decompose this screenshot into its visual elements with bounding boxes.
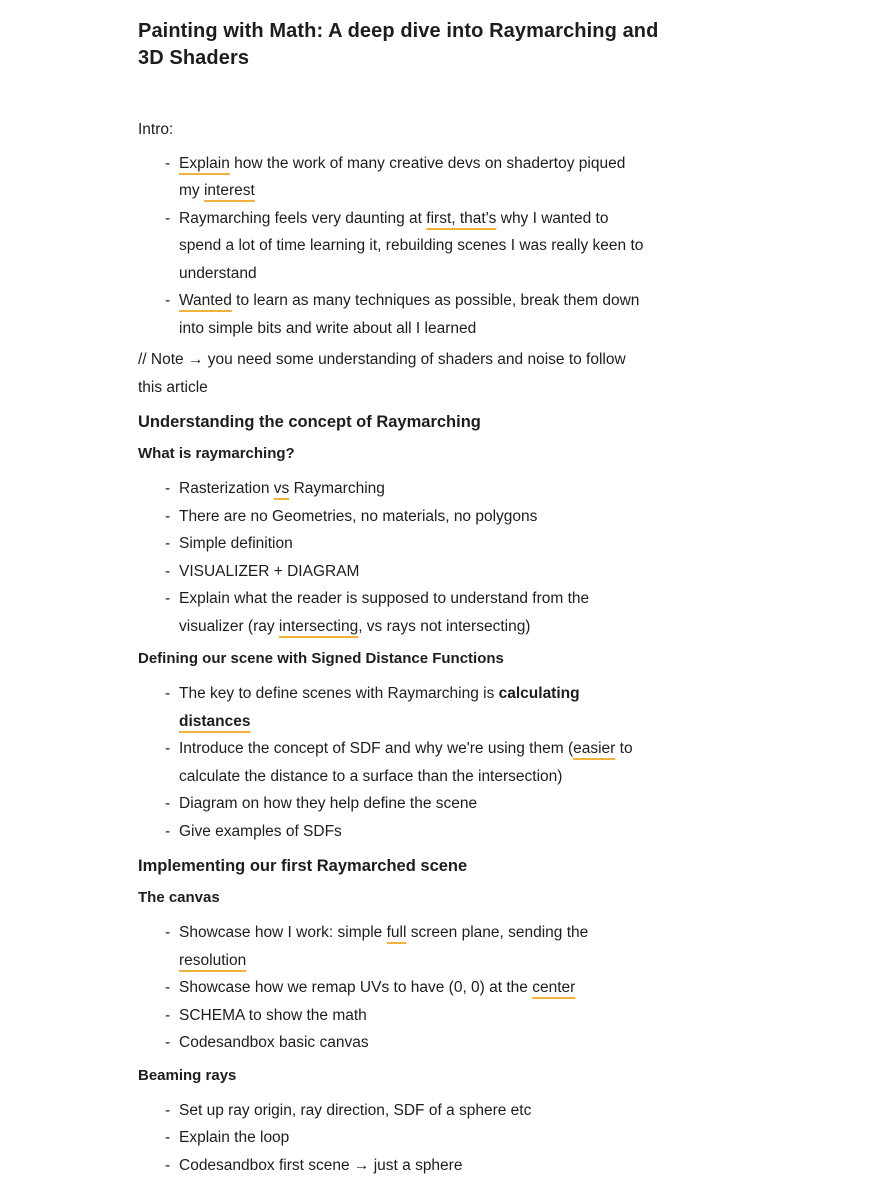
document-body — [138, 18, 678, 1183]
intro-list — [138, 150, 678, 343]
list-item: - Raymarching feels very daunting at first, that's why I wanted to spend a lot of time learning it, rebuilding scenes I was really keen to understand — [138, 205, 678, 288]
title-line-1: Painting with Math: A deep dive into Raymarching and — [138, 20, 659, 42]
underlined-text: resolution — [179, 951, 247, 969]
section-heading: Understanding the concept of Raymarching — [138, 413, 481, 431]
underlined-text: Wanted — [179, 292, 232, 309]
list-item: - Simple definition — [138, 530, 678, 558]
bullet-dash: - — [165, 740, 171, 757]
list-item: - There are no Geometries, no materials, no polygons — [138, 503, 678, 531]
document-title — [138, 18, 678, 72]
subsection-heading: The canvas — [138, 889, 220, 906]
underlined-text: full — [386, 924, 407, 941]
underlined-text: easier — [573, 740, 616, 757]
subsection-heading: Beaming rays — [138, 1066, 237, 1084]
bold-underlined-text: distances — [179, 712, 251, 730]
bullet-dash: - — [165, 685, 171, 702]
bullet-dash: - — [165, 562, 171, 580]
list-item: - Showcase how we remap UVs to have (0, 0) at the center — [138, 974, 678, 1002]
bullet-dash: - — [165, 822, 171, 840]
list-item: - Explain how the work of many creative devs on shadertoy piqued my interest — [138, 150, 678, 205]
list-item: - SCHEMA to show the math — [138, 1002, 678, 1030]
canvas-list — [138, 919, 678, 1057]
bullet-dash: - — [165, 480, 171, 497]
underlined-text: vs — [273, 480, 290, 497]
list-item: - Rasterization vs Raymarching — [138, 475, 678, 503]
note-paragraph: // Note → you need some understanding of shaders and noise to follow this article — [138, 351, 626, 396]
bullet-dash: - — [165, 590, 171, 607]
raymarching-list — [138, 475, 678, 640]
bullet-dash: - — [165, 209, 171, 227]
bullet-dash: - — [165, 795, 171, 812]
title-line-2: 3D Shaders — [138, 47, 250, 69]
underlined-text: Explain — [179, 154, 230, 172]
bullet-dash: - — [165, 507, 171, 525]
list-item: - Explain what the reader is supposed to understand from the visualizer (ray intersecting, vs rays not intersecting) — [138, 585, 678, 640]
bullet-dash: - — [165, 1034, 171, 1051]
list-item: - Showcase how I work: simple full screen plane, sending the resolution — [138, 919, 678, 974]
beaming-rays-list — [138, 1097, 678, 1180]
bullet-dash: - — [165, 1156, 171, 1174]
bullet-dash: - — [165, 1101, 171, 1119]
list-item: - The key to define scenes with Raymarching is calculating distances — [138, 680, 678, 735]
sdf-list — [138, 680, 678, 845]
underlined-text: center — [532, 979, 576, 996]
list-item: - Introduce the concept of SDF and why we're using them (easier to calculate the distance to a surface than the intersection) — [138, 735, 678, 790]
bullet-dash: - — [165, 1006, 171, 1024]
bullet-dash: - — [165, 1129, 171, 1146]
list-item: - Give examples of SDFs — [138, 818, 678, 846]
subsection-heading: What is raymarching? — [138, 445, 295, 462]
bullet-dash: - — [165, 979, 171, 996]
list-item: - Codesandbox basic canvas — [138, 1029, 678, 1057]
underlined-text: first, that's — [426, 209, 497, 227]
bullet-dash: - — [165, 292, 171, 309]
subsection-heading: Defining our scene with Signed Distance Functions — [138, 650, 504, 667]
underlined-text: intersecting — [278, 617, 359, 635]
list-item: - Codesandbox first scene → just a sphere — [138, 1152, 678, 1180]
bullet-dash: - — [165, 154, 171, 172]
underlined-text: interest — [203, 182, 255, 199]
bold-text: calculating — [498, 685, 580, 702]
section-heading: Implementing our first Raymarched scene — [138, 857, 468, 875]
list-item: - VISUALIZER + DIAGRAM — [138, 558, 678, 586]
bullet-dash: - — [165, 924, 171, 941]
list-item: - Diagram on how they help define the scene — [138, 790, 678, 818]
list-item: - Wanted to learn as many techniques as possible, break them down into simple bits and write about all I learned — [138, 287, 678, 342]
bullet-dash: - — [165, 535, 171, 552]
list-item: - Set up ray origin, ray direction, SDF of a sphere etc — [138, 1097, 678, 1125]
list-item: - Explain the loop — [138, 1124, 678, 1152]
intro-label: Intro: — [138, 121, 174, 138]
